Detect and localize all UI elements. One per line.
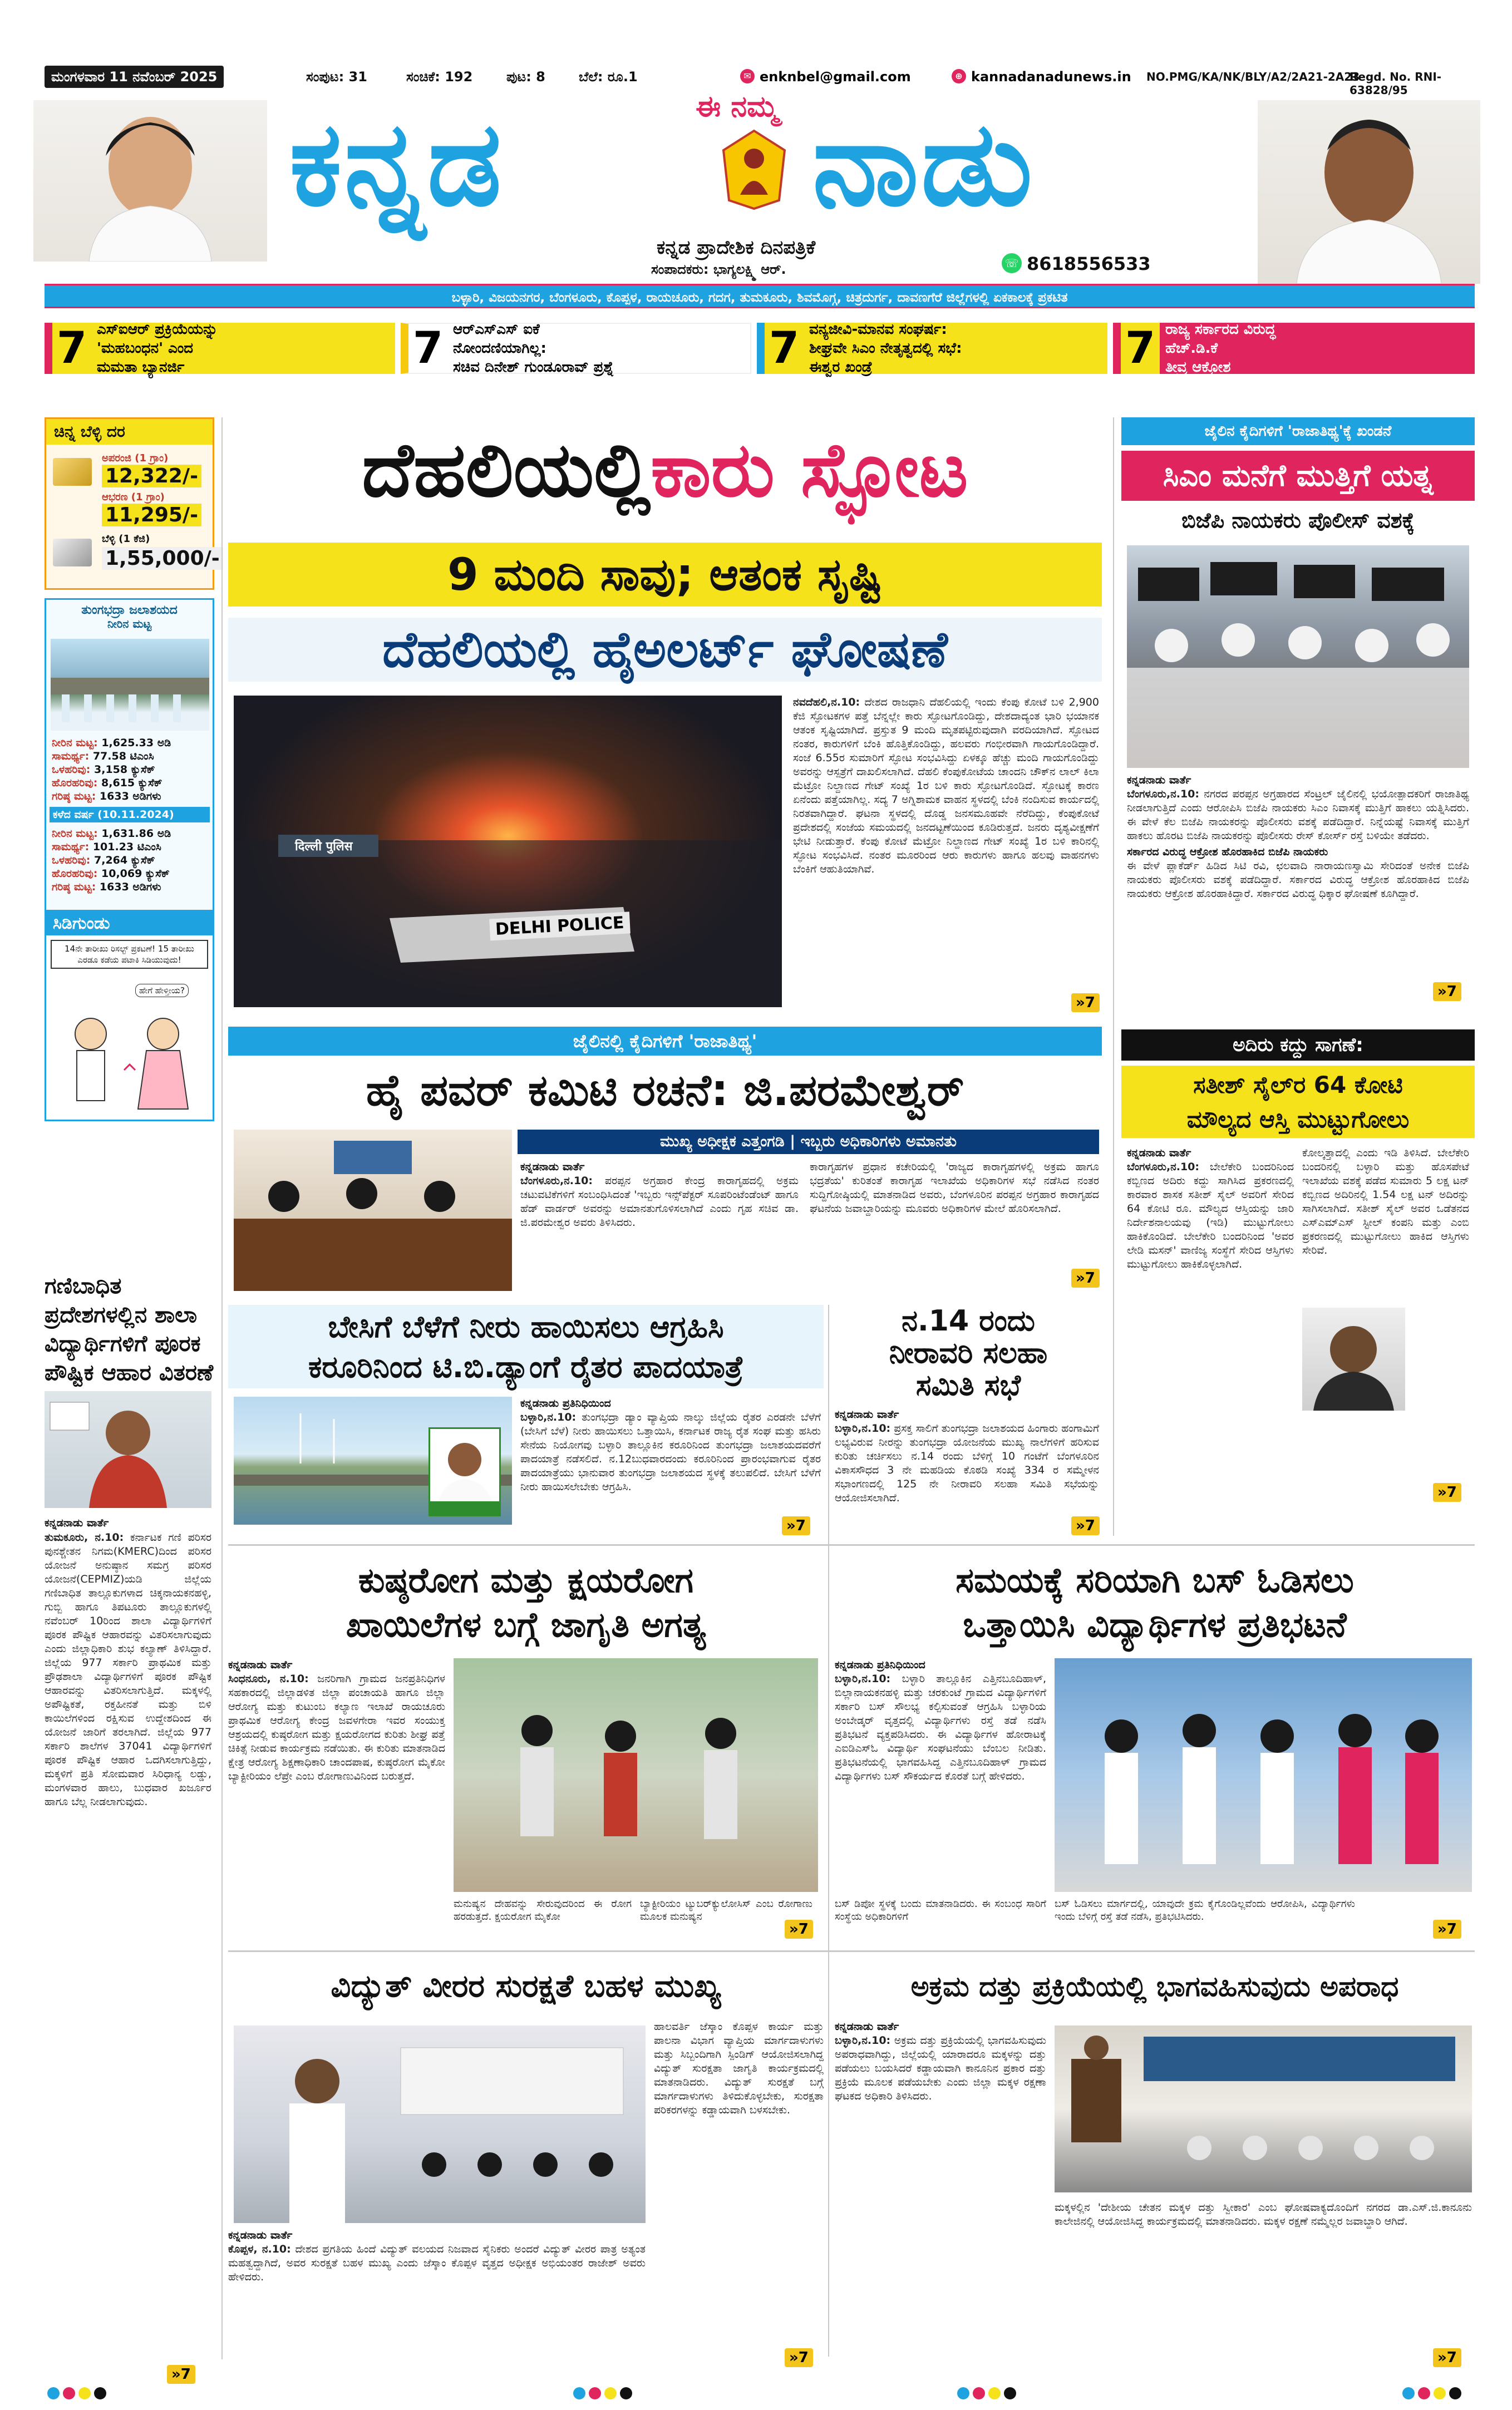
lead-byline: ನವದೆಹಲಿ,ನ.10: — [793, 696, 860, 708]
gold-bar-icon — [53, 458, 92, 486]
teaser-page-number: 7 — [56, 323, 87, 373]
ore-byline: ಕನ್ನಡನಾಡು ವಾರ್ತೆ — [1127, 1147, 1191, 1159]
padayatra-photo — [234, 1397, 512, 1525]
bus-more-link[interactable]: »7 — [1433, 1920, 1461, 1939]
jail-text-2: ಈ ವೇಳೆ ಪ್ಲಾಕೆರ್ಡ್ ಹಿಡಿದ ಸಿಟಿ ರವಿ, ಛಲವಾದಿ ನಾರಾಯಣಸ್ವಾಮಿ ಸೇರಿದಂತೆ ಅನೇಕ ಬಿಜೆಪಿ ನಾಯಕರು ಪೊಲೀಸರು ವಶಕ್ಕೆ ಪಡೆದಿದ್ದಾರೆ. ಸರ್ಕಾರದ ವಿರುದ್ಧ ಆಕ್ರೋಶ ಹೊರಹಾಕಿದ ಬಿಜೆಪಿ ನಾಯಕರು ಆಕ್ರೋಶ ಹೊರಹಾಕಿದ್ದಾರೆ. ಸರ್ಕಾರದ ವಿರುದ್ಧ ಧಿಕ್ಕಾರ ಘೋಷಣೆ ಕೂಗಿದ್ದಾರೆ. — [1127, 860, 1469, 900]
issue: ಸಂಚಿಕೆ: 192 — [406, 69, 473, 85]
bus-place: ಬಳ್ಳಾರಿ,ನ.10: — [835, 1673, 891, 1685]
bus-headline-1: ಸಮಯಕ್ಕೆ ಸರಿಯಾಗಿ ಬಸ್ ಓಡಿಸಲು — [956, 1560, 1354, 1600]
date-badge: ಮಂಗಳವಾರ 11 ನವೆಂಬರ್ 2025 — [45, 66, 224, 88]
padayatra-place: ಬಳ್ಳಾರಿ,ನ.10: — [520, 1411, 577, 1423]
teaser-line: ನೋಂದಣಿಯಾಗಿಲ್ಲ: — [453, 340, 546, 357]
padayatra-body — [520, 1397, 821, 1533]
irrigation-headline-3: ಸಮಿತಿ ಸಭೆ — [915, 1369, 1021, 1402]
dam-row: ಸಾಮರ್ಥ್ಯ: 77.58 ಟಿಎಂಸಿ — [52, 750, 154, 762]
print-registration-marks — [573, 2387, 657, 2404]
leprosy-caption-1: ಮನುಷ್ಯನ ದೇಹವನ್ನು ಸೇರುವುದರಿಂದ ಈ ರೋಗ ಹರಡುತ್ತದೆ. ಕ್ಷಯರೋಗ ಮೈಕೋ — [454, 1898, 632, 1923]
safety-body — [228, 2229, 646, 2354]
teaser-line: ಮಮತಾ ಬ್ಯಾನರ್ಜಿ — [97, 359, 185, 376]
dam-row: ಒಳಹರಿವು: 3,158 ಕ್ಯುಸೆಕ್ — [52, 763, 155, 776]
safety-body-2: ಹಾಲವರ್ತಿ ಜೆಸ್ಕಾಂ ಕೊಪ್ಪಳ ಕಾರ್ಯ ಮತ್ತು ಪಾಲನಾ ವಿಭಾಗ ವ್ಯಾಪ್ತಿಯ ಮಾರ್ಗದಾಳುಗಳು ಮತ್ತು ಸಿಬ್ಬಂದಿಗಾಗಿ ಸ್ಪಿಂಡಿಗ್ ಆಯೋಜಿಸಲಾಗಿದ್ದ ವಿದ್ಯುತ್ ಸುರಕ್ಷತಾ ಜಾಗೃತಿ ಕಾರ್ಯಕ್ರಮದಲ್ಲಿ ಮಾತನಾಡಿದರು. ವಿದ್ಯುತ್ ಸುರಕ್ಷತೆ ಬಗ್ಗೆ ಮಾರ್ಗದಾಳುಗಳು ತಿಳಿದುಕೊಳ್ಳಬೇಕು, ಸುರಕ್ಷತಾ ಪರಿಕರಗಳನ್ನು ಕಡ್ಡಾಯವಾಗಿ ಬಳಸಬೇಕು. — [654, 2020, 824, 2116]
padayatra-more-link[interactable]: »7 — [782, 1516, 810, 1535]
dam-row: ನೀರಿನ ಮಟ್ಟ: 1,631.86 ಅಡಿ — [52, 827, 171, 840]
irrigation-body — [835, 1408, 1099, 1533]
teaser-line: ರಾಜ್ಯ ಸರ್ಕಾರದ ವಿರುದ್ಧ — [1165, 321, 1276, 338]
committee-more-link[interactable]: »7 — [1071, 1269, 1100, 1288]
ore-body-right: ಕೋಲ್ಕತ್ತಾದಲ್ಲಿ ಎಂದು ಇಡಿ ತಿಳಿಸಿದೆ. ಬೇಲೆಕೇರಿ ಬಂದರಿನಲ್ಲಿ ಬಳ್ಳಾರಿ ಮತ್ತು ಹೊಸಪೇಟೆ ಇಲಾಖೆಯ ವಶಕ್ಕೆ ಪಡೆದ ಸುಮಾರು 5 ಲಕ್ಷ ಟನ್ ಕಬ್ಬಿಣದ ಅದಿರಿನಲ್ಲಿ 1.54 ಲಕ್ಷ ಟನ್ ಅದಿರನ್ನು ಸಾಗಿಸಲಾಗಿದೆ. ಸತೀಶ್ ಸೈಲ್ ಅವರ ಒಡೆತನದ ಎಸ್‌ಎಮ್ಎಸ್ ಸ್ಟೀಲ್ ಕಂಪನಿ ಮತ್ತು ಎಂಬಿ ಪ್ರಕರಣದಲ್ಲಿ ಮುಟ್ಟುಗೋಲು ಹಾಕಿದ ಆಸ್ತಿಗಳು ಸೇರಿವೆ. — [1302, 1147, 1469, 1256]
bus-headline — [835, 1558, 1475, 1650]
teaser-line: ವನ್ಯಜೀವಿ-ಮಾನವ ಸಂಘರ್ಷ: — [809, 321, 947, 338]
bus-caption-1: ಬಸ್ ಡಿಪೋ ಸ್ಥಳಕ್ಕೆ ಬಂದು ಮಾತನಾಡಿದರು. ಈ ಸಂಬಂಧ ಸಾರಿಗೆ ಸಂಸ್ಥೆಯ ಅಧಿಕಾರಿಗಳಿಗೆ — [835, 1898, 1046, 1923]
bus-headline-2: ಒತ್ತಾಯಿಸಿ ವಿದ್ಯಾರ್ಥಿಗಳ ಪ್ರತಿಭಟನೆ — [963, 1604, 1347, 1645]
committee-text-2: ಕಾರಾಗೃಹಗಳ ಪ್ರಧಾನ ಕಚೇರಿಯಲ್ಲಿ 'ರಾಜ್ಯದ ಕಾರಾಗೃಹಗಳಲ್ಲಿ ಅಕ್ರಮ ಹಾಗೂ ಭದ್ರತೆಯ' ಕುರಿತಂತೆ ಕಾರಾಗೃಹ ಇಲಾಖೆಯ ಅಧಿಕಾರಿಗಳ ಸಭೆ ನಡೆಸಿದ ನಂತರ ಸುದ್ದಿಗೋಷ್ಠಿಯಲ್ಲಿ ಮಾತನಾಡಿದ ಅವರು, ಬೆಂಗಳೂರಿನ ಪರಪ್ಪನ ಅಗ್ರಹಾರ ಕಾರಾಗೃಹದ ಘಟನೆಯ ಜವಾಬ್ದಾರಿಯನ್ನು ಮೂವರು ಅಧಿಕಾರಿಗಳ ಮೇಲೆ ಹೊರಿಸಲಾಗಿದೆ. — [810, 1161, 1099, 1215]
padayatra-inset-portrait — [429, 1427, 501, 1516]
padayatra-headline-2: ಕರೂರಿನಿಂದ ಟಿ.ಬಿ.ಡ್ಯಾಂಗೆ ರೈತರ ಪಾದಯಾತ್ರೆ — [308, 1349, 743, 1384]
leprosy-text: ಜನರಿಗಾಗಿ ಗ್ರಾಮದ ಜನಪ್ರತಿನಿಧಿಗಳ ಸಹಕಾರದಲ್ಲಿ ಜಿಲ್ಲಾಡಳಿತ ಜಿಲ್ಲಾ ಪಂಚಾಯತಿ ಹಾಗೂ ಜಿಲ್ಲಾ ಆರೋಗ್ಯ ಮತ್ತು ಕುಟುಂಬ ಕಲ್ಯಾಣ ಇಲಾಖೆ ರಾಯಚೂರು ಪ್ರಾಥಮಿಕ ಆರೋಗ್ಯ ಕೇಂದ್ರ ಜವಳಗೇರಾ ಇವರ ಸಂಯುಕ್ತ ಆಶ್ರಯದಲ್ಲಿ ಕುಷ್ಠರೋಗ ಮತ್ತು ಕ್ಷಯರೋಗದ ಕುರಿತು ಶೀಘ್ರ ಪತ್ತೆ ಚಿಕಿತ್ಸೆ ನೀಡುವ ಕಾರ್ಯಕ್ರಮ ನಡೆಯಿತು. ಈ ಕುರಿತು ಮಾತನಾಡಿದ ಕ್ಷೇತ್ರ ಆರೋಗ್ಯ ಶಿಕ್ಷಣಾಧಿಕಾರಿ ಚಾಂದಪಾಷ, ಕುಷ್ಠರೋಗ ಮೈಕೋ ಬ್ಯಾಕ್ಟೀರಿಯಂ ಲೆಪ್ರೇ ಎಂಬ ರೋಗಾಣುವಿನಿಂದ ಬರುತ್ತದೆ. — [228, 1673, 445, 1782]
lead-photo — [234, 696, 782, 1007]
committee-subhead: ಮುಖ್ಯ ಅಧೀಕ್ಷಕ ಎತ್ತಂಗಡಿ | ಇಬ್ಬರು ಅಧಿಕಾರಿಗಳು ಅಮಾನತು — [518, 1130, 1099, 1154]
portrait-right — [1258, 100, 1480, 284]
gold22-value: 11,295/- — [102, 504, 201, 526]
leprosy-place: ಸಿಂಧನೂರು, ನ.10: — [228, 1673, 309, 1685]
padayatra-byline: ಕನ್ನಡನಾಡು ಪ್ರತಿನಿಧಿಯಿಂದ — [520, 1397, 611, 1409]
gold24-label: ಅಪರಂಜಿ (1 ಗ್ರಾಂ) — [102, 452, 169, 464]
column-rule — [1113, 417, 1114, 1536]
masthead-title-right: ನಾಡು — [812, 96, 1035, 232]
jail-headline: ಸಿಎಂ ಮನೆಗೆ ಮುತ್ತಿಗೆ ಯತ್ನ — [1121, 451, 1475, 501]
masthead-phone[interactable]: 8618556533 — [1027, 253, 1151, 274]
bus-caption-2: ಬಸ್ ಓಡಿಸಲು ಮಾರ್ಗದಲ್ಲಿ, ಯಾವುದೇ ಕ್ರಮ ಕೈಗೊಂಡಿಲ್ಲವೆಂದು ಆರೋಪಿಸಿ, ವಿದ್ಯಾರ್ಥಿಗಳು ಇಂದು ಬೆಳಿಗ್ಗೆ ರಸ್ತೆ ತಡೆ ನಡೆಸಿ, ಪ್ರತಿಭಟಿಸಿದರು. — [1055, 1898, 1355, 1923]
barricade-sign-hindi: दिल्ली पुलिस — [295, 840, 353, 854]
ore-headline-2: ಮೌಲ್ಯದ ಆಸ್ತಿ ಮುಟ್ಟುಗೋಲು — [1186, 1106, 1410, 1133]
committee-place: ಬೆಂಗಳೂರು,ನ.10: — [520, 1175, 593, 1187]
committee-kicker: ಜೈಲಿನಲ್ಲಿ ಕೈದಿಗಳಿಗೆ 'ರಾಜಾತಿಥ್ಯ' — [228, 1027, 1102, 1056]
ore-headline — [1121, 1066, 1475, 1138]
leprosy-headline-1: ಕುಷ್ಠರೋಗ ಮತ್ತು ಕ್ಷಯರೋಗ — [358, 1560, 694, 1600]
silver-bar-icon — [53, 539, 92, 566]
safety-photo — [234, 2025, 646, 2223]
crime-body-2: ಮಕ್ಕಳಲ್ಲಿನ 'ದೇಶೀಯ ಚೇತನ ಮಕ್ಕಳ ದತ್ತು ಸ್ವೀಕಾರ' ಎಂಬ ಘೋಷವಾಕ್ಯದೊಂದಿಗೆ ನಗರದ ಡಾ.ಎಸ್.ಜಿ.ಕಾನೂನು ಕಾಲೇಜಿನಲ್ಲಿ ಆಯೋಜಿಸಿದ್ದ ಕಾರ್ಯಕ್ರಮದಲ್ಲಿ ಮಾತನಾಡಿದರು. ಮಕ್ಕಳ ರಕ್ಷಣೆ ನಮ್ಮೆಲ್ಲರ ಜವಾಬ್ದಾರಿ ಆಗಿದೆ. — [1055, 2201, 1472, 2227]
safety-more-link[interactable]: »7 — [785, 2348, 813, 2367]
ore-portrait — [1302, 1308, 1405, 1411]
dam-level-box — [45, 598, 214, 929]
leprosy-more-link[interactable]: »7 — [785, 1920, 813, 1939]
crime-byline: ಕನ್ನಡನಾಡು ವಾರ್ತೆ — [835, 2020, 899, 2033]
dam-row: ಗರಿಷ್ಠ ಮಟ್ಟ: 1633 ಅಡಿಗಳು — [52, 790, 161, 802]
committee-body — [520, 1160, 1099, 1291]
midday-body — [45, 1531, 211, 1809]
print-registration-marks — [47, 2387, 1472, 2404]
ore-text: ಬೇಲೆಕೇರಿ ಬಂದರಿನಿಂದ ಕಬ್ಬಿಣದ ಅದಿರು ಕದ್ದು ಸಾಗಿಸಿದ ಪ್ರಕರಣದಲ್ಲಿ ಕಾರವಾರ ಶಾಸಕ ಸತೀಶ್ ಸೈಲ್ ಅವರಿಗೆ ಸೇರಿದ 64 ಕೋಟಿ ರೂ. ಮೌಲ್ಯದ ಆಸ್ತಿಯನ್ನು ಜಾರಿ ನಿರ್ದೇಶನಾಲಯವು (ಇಡಿ) ಮುಟ್ಟುಗೋಲು ಹಾಕಿಕೊಂಡಿದೆ. ಬೇಲೆಕೇರಿ ಬಂದರಿನಿಂದ 'ಅವರ ಲೇಡಿ ಮಸನ್' ವಾಣಿಜ್ಯ ಸಂಸ್ಥೆಗೆ ಸೇರಿದ ಆಸ್ತಿಗಳು ಮುಟ್ಟುಗೋಲು ಹಾಕಿಕೊಳ್ಳಲಾಗಿದೆ. — [1127, 1161, 1294, 1270]
teaser-page-number: 7 — [1121, 323, 1160, 374]
cartoon-drawing — [52, 1003, 210, 1117]
cartoon-caption: 14ನೇ ತಾರೀಖು ರಿಸಲ್ಟ್ ಪ್ರಕಟಣೆ! 15 ತಾರೀಖು ಎರಡೂ ಕಡೆಯ ಪಟಾಕಿ ಸಿಡಿಯುವುದು! — [51, 940, 208, 969]
masthead-topbar — [45, 66, 1475, 97]
safety-text: ದೇಶದ ಪ್ರಗತಿಯ ಹಿಂದೆ ವಿದ್ಯುತ್ ವಲಯದ ನಿಜವಾದ ಸೈನಿಕರು ಅಂದರೆ ವಿದ್ಯುತ್ ವೀರರ ಪಾತ್ರ ಅತ್ಯಂತ ಮಹತ್ವದ್ದಾಗಿದೆ, ಅವರ ಸುರಕ್ಷತೆ ಬಹಳ ಮುಖ್ಯ ಎಂದು ಜೆಸ್ಕಾಂ ಕೊಪ್ಪಳ ವೃತ್ತದ ಅಧೀಕ್ಷಕ ಅಭಿಯಂತರ ರಾಜೇಶ್ ಅವರು ಹೇಳಿದರು. — [228, 2243, 646, 2283]
teaser-3[interactable] — [757, 323, 1107, 374]
padayatra-headline — [228, 1305, 824, 1388]
jail-more-link[interactable]: »7 — [1433, 982, 1461, 1001]
ore-kicker: ಅದಿರು ಕದ್ದು ಸಾಗಣೆ: — [1121, 1029, 1475, 1061]
teaser-line: ಆರ್‌ಎಸ್‌ಎಸ್ ಐಕೆ — [453, 321, 540, 338]
irrigation-place: ಬಳ್ಳಾರಿ,ನ.10: — [835, 1422, 891, 1435]
jail-body — [1127, 773, 1469, 1004]
leprosy-photo — [454, 1658, 818, 1892]
teaser-1[interactable] — [45, 323, 395, 374]
gold22-label: ಆಭರಣ (1 ಗ್ರಾಂ) — [102, 491, 165, 503]
committee-headline: ಹೈ ಪವರ್ ಕಮಿಟಿ ರಚನೆ: ಜಿ.ಪರಮೇಶ್ವರ್ — [366, 1066, 964, 1116]
gold-rate-box — [45, 417, 220, 590]
teaser-2[interactable] — [401, 323, 751, 374]
jail-subhead: ಬಿಜೆಪಿ ನಾಯಕರು ಪೊಲೀಸ್ ವಶಕ್ಕೆ — [1181, 508, 1415, 533]
dam-subtitle: ನೀರಿನ ಮಟ್ಟ — [107, 617, 152, 630]
padayatra-headline-1: ಬೇಸಿಗೆ ಬೆಳೆಗೆ ನೀರು ಹಾಯಿಸಲು ಆಗ್ರಹಿಸಿ — [328, 1309, 724, 1344]
masthead-title-left: ಕನ್ನಡ — [289, 96, 504, 232]
lead-body — [793, 696, 1099, 1007]
teaser-line: ಶೀಘ್ರವೇ ಸಿಎಂ ನೇತೃತ್ವದಲ್ಲಿ ಸಭೆ: — [809, 340, 962, 357]
committee-photo — [234, 1130, 512, 1291]
lead-subhead-2: ದೆಹಲಿಯಲ್ಲಿ ಹೈಅಲರ್ಟ್ ಘೋಷಣೆ — [228, 618, 1102, 682]
whatsapp-icon: ☏ — [1002, 253, 1022, 273]
crime-place: ಬಳ್ಳಾರಿ,ನ.10: — [835, 2034, 891, 2047]
silver-label: ಬೆಳ್ಳಿ (1 ಕೆಜಿ) — [102, 533, 150, 545]
barricade-sign: DELHI POLICE — [489, 911, 630, 940]
karnataka-emblem — [718, 128, 790, 211]
teaser-line: ಹೆಚ್.ಡಿ.ಕೆ — [1165, 340, 1218, 357]
midday-text: ಕರ್ನಾಟಕ ಗಣಿ ಪರಿಸರ ಪುನಶ್ಚೇತನ ನಿಗಮ(KMERC)ದಿಂದ ಪರಿಸರ ಯೋಜನೆ ಅನುಷ್ಠಾನ ಸಮಗ್ರ ಪರಿಸರ ಯೋಜನೆ(CEPMIZ)ಯಡಿ ಜಿಲ್ಲೆಯ ಗಣಿಬಾಧಿತ ತಾಲ್ಲೂಕುಗಳಾದ ಚಿಕ್ಕನಾಯಕನಹಳ್ಳಿ, ಗುಬ್ಬಿ ಹಾಗೂ ತಿಪಟೂರು ತಾಲ್ಲೂಕುಗಳಲ್ಲಿ ನವೆಂಬರ್ 10ರಿಂದ ಶಾಲಾ ವಿದ್ಯಾರ್ಥಿಗಳಿಗೆ ಪೂರಕ ಪೌಷ್ಟಿಕ ಆಹಾರವನ್ನು ವಿತರಿಸಲಾಗುವುದು ಎಂದು ಜಿಲ್ಲಾಧಿಕಾರಿ ಶುಭ ಕಲ್ಯಾಣ್ ತಿಳಿಸಿದ್ದಾರೆ. ಜಿಲ್ಲೆಯ 977 ಸರ್ಕಾರಿ ಪ್ರಾಥಮಿಕ ಮತ್ತು ಪ್ರೌಢಶಾಲಾ ವಿದ್ಯಾರ್ಥಿಗಳಿಗೆ ಪೂರಕ ಪೌಷ್ಟಿಕ ಆಹಾರವನ್ನು ವಿತರಿಸಲಾಗುತ್ತಿದೆ. ಮಕ್ಕಳಲ್ಲಿ ಅಪೌಷ್ಟಿಕತೆ, ರಕ್ತಹೀನತೆ ಮತ್ತು ಬಿಳಿ ಕಾಯಿಲೆಗಳಿಂದ ರಕ್ಷಿಸುವ ಉದ್ದೇಶದಿಂದ ಈ ಯೋಜನೆ ಜಾರಿಗೆ ತರಲಾಗಿದೆ. ಜಿಲ್ಲೆಯ 977 ಸರ್ಕಾರಿ ಶಾಲೆಗಳ 37041 ವಿದ್ಯಾರ್ಥಿಗಳಿಗೆ ಪೂರಕ ಪೌಷ್ಟಿಕ ಆಹಾರ ಒದಗಿಸಲಾಗುತ್ತಿದ್ದು, ಮಕ್ಕಳಿಗೆ ಪ್ರತಿ ಸೋಮವಾರ ಸಿರಿಧಾನ್ಯ ಲಡ್ಡು, ಮಂಗಳವಾರ ಹಾಲು, ಬುಧವಾರ ಖರ್ಜೂರ ಹಾಗೂ ಬೆಲ್ಲ ನೀಡಲಾಗುವುದು. — [45, 1531, 211, 1808]
rni-reg: Regd. No. RNI- 63828/95 — [1350, 70, 1442, 97]
price: ಬೆಲೆ: ರೂ.1 — [579, 69, 638, 85]
bus-photo — [1055, 1658, 1472, 1892]
ore-headline-1: ಸತೀಶ್ ಸೈಲ್‌ರ 64 ಕೋಟಿ — [1193, 1071, 1403, 1098]
print-registration-marks — [957, 2387, 1041, 2404]
crime-headline: ಅಕ್ರಮ ದತ್ತು ಪ್ರಕ್ರಿಯೆಯಲ್ಲಿ ಭಾಗವಹಿಸುವುದು ಅಪರಾಧ — [910, 1970, 1399, 2003]
jail-protest-photo — [1127, 545, 1469, 768]
irrigation-byline: ಕನ್ನಡನಾಡು ವಾರ್ತೆ — [835, 1408, 899, 1421]
safety-place: ಕೊಪ್ಪಳ, ನ.10: — [228, 2243, 291, 2255]
cartoon-title: ಸಿಡಿಗುಂಡು — [46, 911, 213, 935]
teaser-page-number: 7 — [412, 323, 444, 373]
leprosy-body — [228, 1658, 445, 1936]
lead-text: ದೇಶದ ರಾಜಧಾನಿ ದೆಹಲಿಯಲ್ಲಿ ಇಂದು ಕೆಂಪು ಕೋಟೆ ಬಳಿ 2,900 ಕೆಜಿ ಸ್ಫೋಟಕಗಳ ಪತ್ತೆ ಬೆನ್ನಲ್ಲೇ ಕಾರು ಸ್ಫೋಟಗೊಂಡಿದ್ದು, ದೇಶದಾದ್ಯಂತ ಭಾರಿ ಭಯಾನಕ ಆತಂಕ ಸೃಷ್ಟಿಯಾಗಿದೆ. ಪ್ರಸ್ತುತ 9 ಮಂದಿ ಮೃತಪಟ್ಟಿರುವುದಾಗಿ ವರದಿಯಾಗಿದೆ. ಸ್ಫೋಟದ ನಂತರ, ಕಾರುಗಳಿಗೆ ಬೆಂಕಿ ಹೊತ್ತಿಕೊಂಡಿದ್ದು, ಹಲವರು ಗಂಭೀರವಾಗಿ ಗಾಯಗೊಂಡಿದ್ದಾರೆ. ಸಂಜೆ 6.55ರ ಸುಮಾರಿಗೆ ಸ್ಫೋಟ ಸಂಭವಿಸಿದ್ದು ಏಳಕ್ಕೂ ಹೆಚ್ಚು ಮಂದಿ ಗಾಯಗೊಂಡಿದ್ದು ಅವರನ್ನು ಆಸ್ಪತ್ರೆಗೆ ದಾಖಲಿಸಲಾಗಿದೆ. ದೆಹಲಿ ಕೆಂಪುಕೋಟೆಯ ಚಾಂದನಿ ಚೌಕ್‌ನ ಲಾಲ್ ಕಿಲಾ ಮೆಟ್ರೋ ನಿಲ್ದಾಣದ ಗೇಟ್ ಸಂಖ್ಯೆ 1ರ ಬಳಿ ಕಾರು ಸ್ಫೋಟಗೊಂಡಿದೆ. ಸ್ಫೋಟಕ್ಕೆ ಕಾರಣ ಏನೆಂದು ಪತ್ತೆಯಾಗಿಲ್ಲ. ಸದ್ಯ 7 ಅಗ್ನಿಶಾಮಕ ವಾಹನ ಸ್ಥಳದಲ್ಲಿ ಬೆಂಕಿ ನಂದಿಸುವ ಕಾರ್ಯದಲ್ಲಿ ನಿರತವಾಗಿದ್ದಾರೆ. ಘಟನಾ ಸ್ಥಳದಲ್ಲಿ ದೊಡ್ಡ ಜನಸಮೂಹವೇ ನೆರೆದಿದ್ದು, ಕೆಂಪುಕೋಟೆ ಪ್ರದೇಶದಲ್ಲಿ ಸಂಜೆಯ ಸಮಯದಲ್ಲಿ ಜನದಟ್ಟಣೆಯಿಂದ ಕೂಡಿರುತ್ತದೆ. ಜನರು ದೃಶ್ಯವೀಕ್ಷಣೆಗೆ ಭೇಟಿ ನೀಡುತ್ತಾರೆ. ಕೆಂಪು ಕೋಟೆ ಮೆಟ್ರೋ ನಿಲ್ದಾಣದ ಗೇಟ್ ಸಂಖ್ಯೆ 1ರ ಬಳಿ ಕಾರಿನಲ್ಲಿ ಸ್ಫೋಟ ಸಂಭವಿಸಿದೆ. ನಂತರ ಮೂರರಿಂದ ಆರು ಕಾರುಗಳು ಹಾಗೂ ಹಲವು ವಾಹನಗಳು ಬೆಂಕಿಗೆ ಆಹುತಿಯಾಗಿವೆ. — [793, 696, 1099, 875]
teaser-4[interactable] — [1113, 323, 1475, 374]
dam-row: ಹೊರಹರಿವು: 10,069 ಕ್ಯುಸೆಕ್ — [52, 868, 170, 880]
ore-body-left — [1127, 1146, 1294, 1502]
ore-place: ಬೆಂಗಳೂರು,ನ.10: — [1127, 1161, 1200, 1173]
dam-title: ತುಂಗಭದ್ರಾ ಜಲಾಶಯದ — [81, 603, 178, 617]
irrigation-headline — [835, 1304, 1102, 1402]
crime-body — [835, 2020, 1046, 2354]
bus-byline: ಕನ್ನಡನಾಡು ಪ್ರತಿನಿಧಿಯಿಂದ — [835, 1659, 925, 1671]
midday-more-link[interactable]: »7 — [167, 2365, 195, 2384]
lead-subhead-1: 9 ಮಂದಿ ಸಾವು; ಆತಂಕ ಸೃಷ್ಟಿ — [228, 543, 1102, 607]
gold24-value: 12,322/- — [102, 465, 201, 487]
districts-bar: ಬಳ್ಳಾರಿ, ವಿಜಯನಗರ, ಬೆಂಗಳೂರು, ಕೊಪ್ಪಳ, ರಾಯಚೂರು, ಗದಗ, ತುಮಕೂರು, ಶಿವಮೊಗ್ಗ, ಚಿತ್ರದುರ್ಗ, ದಾವಣಗೆರೆ ಜಿಲ್ಲೆಗಳಲ್ಲಿ ಏಕಕಾಲಕ್ಕೆ ಪ್ರಕಟಿತ — [45, 284, 1475, 308]
teaser-line: ಎಸ್‌ಐಆರ್ ಪ್ರಕ್ರಿಯೆಯನ್ನು — [97, 321, 218, 338]
email-link[interactable]: enknbel@gmail.com — [760, 69, 911, 85]
leprosy-caption-2: ಬ್ಯಾಕ್ಟೀರಿಯಂ ಟ್ಯುಬರ್‌ಕ್ಯುಲೋಸಿಸ್ ಎಂಬ ರೋಗಾಣು ಮೂಲಕ ಮನುಷ್ಯನ — [640, 1898, 812, 1923]
crime-text: ಅಕ್ರಮ ದತ್ತು ಪ್ರಕ್ರಿಯೆಯಲ್ಲಿ ಭಾಗವಹಿಸುವುದು ಅಪರಾಧವಾಗಿದ್ದು, ಜಿಲ್ಲೆಯಲ್ಲಿ ಯಾರಾದರೂ ಮಕ್ಕಳನ್ನು ದತ್ತು ಪಡೆಯಲು ಬಯಸಿದರೆ ಕಡ್ಡಾಯವಾಗಿ ಕಾನೂನಿನ ಪ್ರಕಾರ ದತ್ತು ಪ್ರಕ್ರಿಯೆ ಮೂಲಕ ಪಡೆಯಬೇಕು ಎಂದು ಜಿಲ್ಲಾ ಮಕ್ಕಳ ರಕ್ಷಣಾ ಘಟಕದ ಅಧಿಕಾರಿ ತಿಳಿಸಿದರು. — [835, 2034, 1046, 2102]
jail-kicker: ಜೈಲಿನ ಕೈದಿಗಳಿಗೆ 'ರಾಜಾತಿಥ್ಯ'ಕ್ಕೆ ಖಂಡನೆ — [1121, 417, 1475, 445]
irrigation-headline-2: ನೀರಾವರಿ ಸಲಹಾ — [889, 1337, 1048, 1370]
dam-row: ಒಳಹರಿವು: 7,264 ಕ್ಯುಸೆಕ್ — [52, 854, 155, 866]
irrigation-headline-1: ನ.14 ರಂದು — [902, 1304, 1035, 1338]
silver-value: 1,55,000/- — [102, 547, 223, 570]
website-link[interactable]: kannadanadunews.in — [971, 69, 1131, 85]
cartoon-bubble: ಹೇಗೆ ಹೇಳ್ತೀಯ? — [135, 984, 189, 997]
jail-text: ನಗರದ ಪರಪ್ಪನ ಅಗ್ರಹಾರದ ಸೆಂಟ್ರಲ್ ಜೈಲಿನಲ್ಲಿ ಭಯೋತ್ಪಾದಕರಿಗೆ ರಾಜಾತಿಥ್ಯ ನೀಡಲಾಗುತ್ತಿದೆ ಎಂದು ಆರೋಪಿಸಿ ಬಿಜೆಪಿ ನಾಯಕರು ಸಿಎಂ ನಿವಾಸಕ್ಕೆ ಮುತ್ತಿಗೆ ಹಾಕಲು ಯತ್ನಿಸಿದರು. ಈ ವೇಳೆ ಕೆಲ ಬಿಜೆಪಿ ನಾಯಕರನ್ನು ಪೊಲೀಸರು ವಶಕ್ಕೆ ಪಡೆದಿದ್ದಾರೆ. ನಿನ್ನೆಯಷ್ಟೆ ನಿವಾಸಕ್ಕೆ ಮುತ್ತಿಗೆ ಹಾಕಲು ಹೊರಟ ಬಿಜೆಪಿ ನಾಯಕರನ್ನು ಪೊಲೀಸರು ರೇಸ್ ಕೋರ್ಸ್ ರಸ್ತೆ ಬಳಿಯೇ ತಡೆದರು. — [1127, 788, 1469, 842]
section-rule — [228, 1950, 1475, 1952]
dam-stats-last-year — [52, 827, 210, 894]
bus-body — [835, 1658, 1046, 1936]
irrigation-more-link[interactable]: »7 — [1071, 1516, 1100, 1535]
midday-photo — [45, 1391, 211, 1508]
lead-headline-red: ಕಾರು ಸ್ಫೋಟ — [651, 426, 968, 514]
jail-place: ಬೆಂಗಳೂರು,ನ.10: — [1127, 788, 1200, 800]
midday-headline: ಗಣಿಬಾಧಿತ ಪ್ರದೇಶಗಳಲ್ಲಿನ ಶಾಲಾ ವಿದ್ಯಾರ್ಥಿಗಳಿಗೆ ಪೂರಕ ಪೌಷ್ಟಿಕ ಆಹಾರ ವಿತರಣೆ — [45, 1273, 214, 1386]
dam-photo — [51, 639, 209, 731]
volume: ಸಂಪುಟ: 31 — [306, 69, 367, 85]
padayatra-text: ತುಂಗಭದ್ರಾ ಡ್ಯಾಂ ವ್ಯಾಪ್ತಿಯ ನಾಲ್ಕು ಜಿಲ್ಲೆಯ ರೈತರ ಎರಡನೇ ಬೆಳೆಗೆ (ಬೇಸಿಗೆ ಬೆಳೆ) ನೀರು ಹಾಯಿಸಲು ಒತ್ತಾಯಿಸಿ, ಕರ್ನಾಟಕ ರಾಜ್ಯ ರೈತ ಸಂಘ ಮತ್ತು ಹಸಿರು ಸೇನೆಯ ನಿಯೋಗವು ಬಳ್ಳಾರಿ ತಾಲ್ಲೂಕಿನ ಕರೂರಿನಿಂದ ತುಂಗಭದ್ರಾ ಜಲಾಶಯದವರೆಗೆ ಪಾದಯಾತ್ರೆ ನಡೆಸಲಿದೆ. ನ.12ಬುಧವಾರದಂದು ಕರೂರಿನಿಂದ ಪ್ರಾರಂಭವಾಗುವ ರೈತರ ಪಾದಯಾತ್ರೆಯು ಭಾನುವಾರ ತುಂಗಭದ್ರಾ ಜಲಾಶಯದ ಸ್ಥಳಕ್ಕೆ ತಲುಪಲಿದೆ. ಬೇಸಿಗೆ ಬೆಳೆಗೆ ನೀರು ಹಾಯಿಸಲೇಬೇಕು ಆಗ್ರಹಿಸಿ. — [520, 1411, 821, 1493]
lead-more-link[interactable]: »7 — [1071, 993, 1100, 1012]
lead-headline-black: ದೆಹಲಿಯಲ್ಲಿ — [362, 426, 651, 514]
section-rule — [228, 1544, 1475, 1546]
print-registration-marks — [1402, 2387, 1486, 2404]
email-icon: ✉ — [740, 69, 755, 83]
leprosy-byline: ಕನ್ನಡನಾಡು ವಾರ್ತೆ — [228, 1659, 293, 1671]
dam-row: ಹೊರಹರಿವು: 8,615 ಕ್ಯುಸೆಕ್ — [52, 777, 162, 789]
midday-meal-story — [45, 1271, 214, 2362]
dam-row: ಗರಿಷ್ಠ ಮಟ್ಟ: 1633 ಅಡಿಗಳು — [52, 881, 161, 893]
midday-byline: ಕನ್ನಡನಾಡು ವಾರ್ತೆ — [45, 1517, 109, 1529]
midday-place: ತುಮಕೂರು, ನ.10: — [45, 1531, 124, 1544]
masthead-editor: ಸಂಪಾದಕರು: ಭಾಗ್ಯಲಕ್ಷ್ಮಿ ಆರ್. — [651, 262, 786, 277]
portrait-left — [33, 100, 267, 262]
dam-row: ಸಾಮರ್ಥ್ಯ: 101.23 ಟಿಎಂಸಿ — [52, 841, 161, 853]
leprosy-headline-2: ಖಾಯಿಲೆಗಳ ಬಗ್ಗೆ ಜಾಗೃತಿ ಅಗತ್ಯ — [346, 1604, 706, 1645]
teaser-line: 'ಮಹಬಂಧನ' ಎಂದ — [97, 340, 194, 357]
gold-rate-title: ಚಿನ್ನ ಬೆಳ್ಳಿ ದರ — [46, 419, 213, 445]
lead-headline — [228, 423, 1102, 518]
column-rule — [221, 417, 223, 2359]
cartoon-box — [45, 910, 214, 1121]
postal-reg: NO.PMG/KA/NK/BLY/A2/2A21-2A23 — [1146, 70, 1360, 83]
committee-text: ಪರಪ್ಪನ ಅಗ್ರಹಾರ ಕೇಂದ್ರ ಕಾರಾಗೃಹದಲ್ಲಿ ಅಕ್ರಮ ಚಟುವಟಿಕೆಗಳಿಗೆ ಸಂಬಂಧಿಸಿದಂತೆ 'ಇಬ್ಬರು ಇನ್ಸ್‌ಪೆಕ್ಟರ್ ಸೂಪರಿಂಟೆಂಡೆಂಟ್ ಹಾಗೂ ಹೆಡ್ ವಾರ್ಡರ್ ಅವರನ್ನು ಅಮಾನತುಗೊಳಿಸಲಾಗಿದೆ ಎಂದು ಗೃಹ ಸಚಿವ ಡಾ. ಜಿ.ಪರಮೇಶ್ವರ ಅವರು ತಿಳಿಸಿದರು. — [520, 1175, 799, 1229]
teaser-line: ಈಶ್ವರ ಖಂಡ್ರೆ — [809, 359, 873, 376]
crime-photo — [1055, 2025, 1472, 2192]
dam-last-year-header: ಕಳೆದ ವರ್ಷ (10.11.2024) — [50, 807, 210, 822]
irrigation-text: ಪ್ರಸಕ್ತ ಸಾಲಿಗೆ ತುಂಗಭದ್ರಾ ಜಲಾಶಯದ ಹಿಂಗಾರು ಹಂಗಾಮಿಗೆ ಲಭ್ಯವಿರುವ ನೀರನ್ನು ತುಂಗಭದ್ರಾ ಯೋಜನೆಯ ಮುಖ್ಯ ನಾಲೆಗಳಿಗೆ ಹರಿಸುವ ಕುರಿತು ಚರ್ಚಿಸಲು ನ.14 ರಂದು ಬೆಳಿಗ್ಗೆ 10 ಗಂಟೆಗೆ ಬೆಂಗಳೂರಿನ ವಿಕಾಸಸೌಧದ 3 ನೇ ಮಹಡಿಯ ಕೊಠಡಿ ಸಂಖ್ಯೆ 334 ರ ಸಮ್ಮೇಳನ ಸಭಾಂಗಣದಲ್ಲಿ 125 ನೇ ನೀರಾವರಿ ಸಲಹಾ ಸಮಿತಿ ಸಭೆಯನ್ನು ಆಯೋಜಿಸಲಾಗಿದೆ. — [835, 1422, 1099, 1504]
dam-row: ನೀರಿನ ಮಟ್ಟ: 1,625.33 ಅಡಿ — [52, 737, 171, 749]
bus-text: ಬಳ್ಳಾರಿ ತಾಲ್ಲೂಕಿನ ಎತ್ತಿನಬೂದಿಹಾಳ್, ಬಿಲ್ಲಾನಾಯಕನಹಳ್ಳಿ ಮತ್ತು ಚರಕುಂಟೆ ಗ್ರಾಮದ ವಿದ್ಯಾರ್ಥಿಗಳಿಗೆ ಸರ್ಕಾರಿ ಬಸ್ ಸೌಲಭ್ಯ ಕಲ್ಪಿಸುವಂತೆ ಆಗ್ರಹಿಸಿ ಬಳ್ಳಾರಿಯ ಅಂಬೇಡ್ಕರ್ ವೃತ್ತದಲ್ಲಿ ವಿದ್ಯಾರ್ಥಿಗಳು ರಸ್ತೆ ತಡೆ ನಡೆಸಿ ಪ್ರತಿಭಟನೆ ವ್ಯಕ್ತಪಡಿಸಿದರು. ಈ ವಿದ್ಯಾರ್ಥಿಗಳ ಹೋರಾಟಕ್ಕೆ ಎಐಡಿಎಸ್‌ಓ ವಿದ್ಯಾರ್ಥಿ ಸಂಘಟನೆಯು ಬೆಂಬಲ ನೀಡಿತು. ಪ್ರತಿಭಟನೆಯಲ್ಲಿ ಭಾಗವಹಿಸಿದ್ದ ಎತ್ತಿನಬೂದಿಹಾಳ್ ಗ್ರಾಮದ ವಿದ್ಯಾರ್ಥಿಗಳು ಬಸ್ ಸೌಕರ್ಯದ ಕೊರತೆ ಬಗ್ಗೆ ಹೇಳಿದರು. — [835, 1673, 1046, 1782]
teaser-line: ತೀವ್ರ ಆಕ್ರೋಶ — [1165, 359, 1231, 376]
teaser-page-number: 7 — [769, 323, 800, 373]
column-rule — [828, 1305, 829, 2357]
jail-crosshead: ಸರ್ಕಾರದ ವಿರುದ್ಧ ಆಕ್ರೋಶ ಹೊರಹಾಕಿದ ಬಿಜೆಪಿ ನಾಯಕರು — [1127, 846, 1328, 858]
safety-byline: ಕನ್ನಡನಾಡು ವಾರ್ತೆ — [228, 2229, 293, 2241]
crime-more-link[interactable]: »7 — [1433, 2348, 1461, 2367]
masthead-tagline: ಈ ನಮ್ಮ — [696, 90, 779, 124]
dam-stats-current — [52, 736, 210, 803]
web-icon: ⊕ — [952, 69, 966, 83]
committee-byline: ಕನ್ನಡನಾಡು ವಾರ್ತೆ — [520, 1161, 585, 1173]
jail-byline: ಕನ್ನಡನಾಡು ವಾರ್ತೆ — [1127, 774, 1191, 786]
leprosy-headline — [228, 1558, 824, 1650]
teaser-line: ಸಚಿವ ದಿನೇಶ್ ಗುಂಡೂರಾವ್ ಪ್ರಶ್ನೆ — [453, 359, 614, 376]
ore-more-link[interactable]: »7 — [1433, 1483, 1461, 1502]
masthead-subtitle: ಕನ್ನಡ ಪ್ರಾದೇಶಿಕ ದಿನಪತ್ರಿಕೆ — [657, 236, 816, 259]
pages: ಪುಟ: 8 — [506, 69, 545, 85]
safety-headline: ವಿದ್ಯುತ್ ವೀರರ ಸುರಕ್ಷತೆ ಬಹಳ ಮುಖ್ಯ — [331, 1968, 721, 2004]
